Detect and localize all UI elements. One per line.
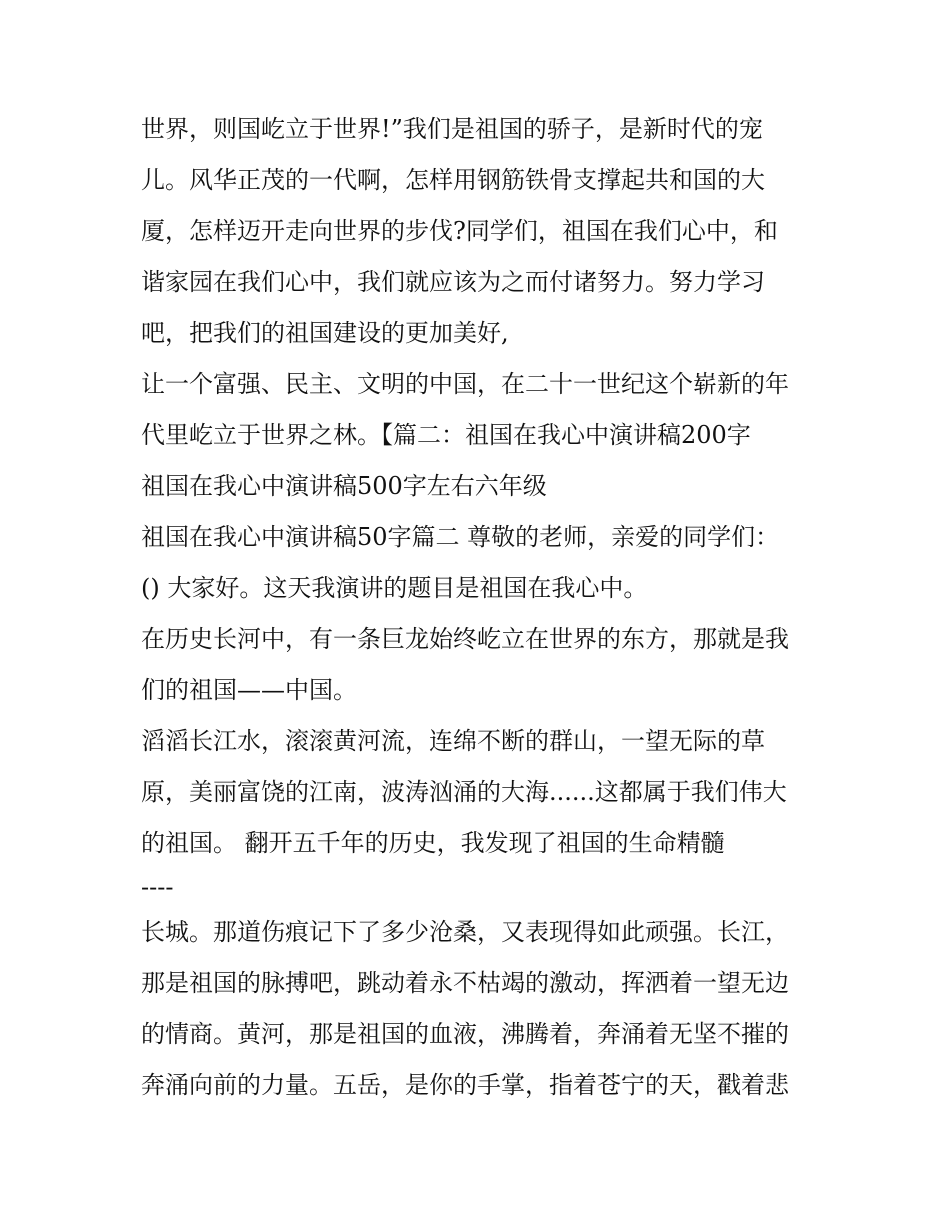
text-line: 奔涌向前的力量。五岳，是你的手掌，指着苍宁的天，戳着悲 xyxy=(141,1071,789,1099)
text-line: 那是祖国的脉搏吧，跳动着永不枯竭的激动，挥洒着一望无边 xyxy=(141,969,789,997)
text-line: 吧，把我们的祖国建设的更加美好, xyxy=(141,319,509,347)
text-line: 儿。风华正茂的一代啊，怎样用钢筋铁骨支撑起共和国的大 xyxy=(141,166,765,194)
separator-line: ---- xyxy=(141,873,174,901)
text-line: 谐家园在我们心中，我们就应该为之而付诸努力。努力学习 xyxy=(141,268,765,296)
text-line: 祖国在我心中演讲稿500字左右六年级 xyxy=(141,472,547,500)
text-line: 厦，怎样迈开走向世界的步伐?同学们，祖国在我们心中，和 xyxy=(141,217,778,245)
text-line: 们的祖国——中国。 xyxy=(141,676,357,704)
text-line: 让一个富强、民主、文明的中国，在二十一世纪这个崭新的年 xyxy=(141,370,789,398)
text-line: 的祖国。 翻开五千年的历史，我发现了祖国的生命精髓 xyxy=(141,829,725,857)
text-line: 祖国在我心中演讲稿50字篇二 尊敬的老师，亲爱的同学们： xyxy=(141,523,780,551)
text-line: () 大家好。这天我演讲的题目是祖国在我心中。 xyxy=(141,574,648,602)
text-line: 世界，则国屹立于世界!”我们是祖国的骄子，是新时代的宠 xyxy=(141,115,763,143)
text-line: 滔滔长江水，滚滚黄河流，连绵不断的群山，一望无际的草 xyxy=(141,727,765,755)
text-line: 原，美丽富饶的江南，波涛汹涌的大海......这都属于我们伟大 xyxy=(141,778,787,806)
text-line: 的情商。黄河，那是祖国的血液，沸腾着，奔涌着无坚不摧的 xyxy=(141,1020,789,1048)
text-line: 在历史长河中，有一条巨龙始终屹立在世界的东方，那就是我 xyxy=(141,625,789,653)
text-line: 长城。那道伤痕记下了多少沧桑，又表现得如此顽强。长江， xyxy=(141,918,789,946)
body-text xyxy=(141,107,821,1114)
text-line: 代里屹立于世界之林。【篇二：祖国在我心中演讲稿200字 xyxy=(141,421,751,449)
